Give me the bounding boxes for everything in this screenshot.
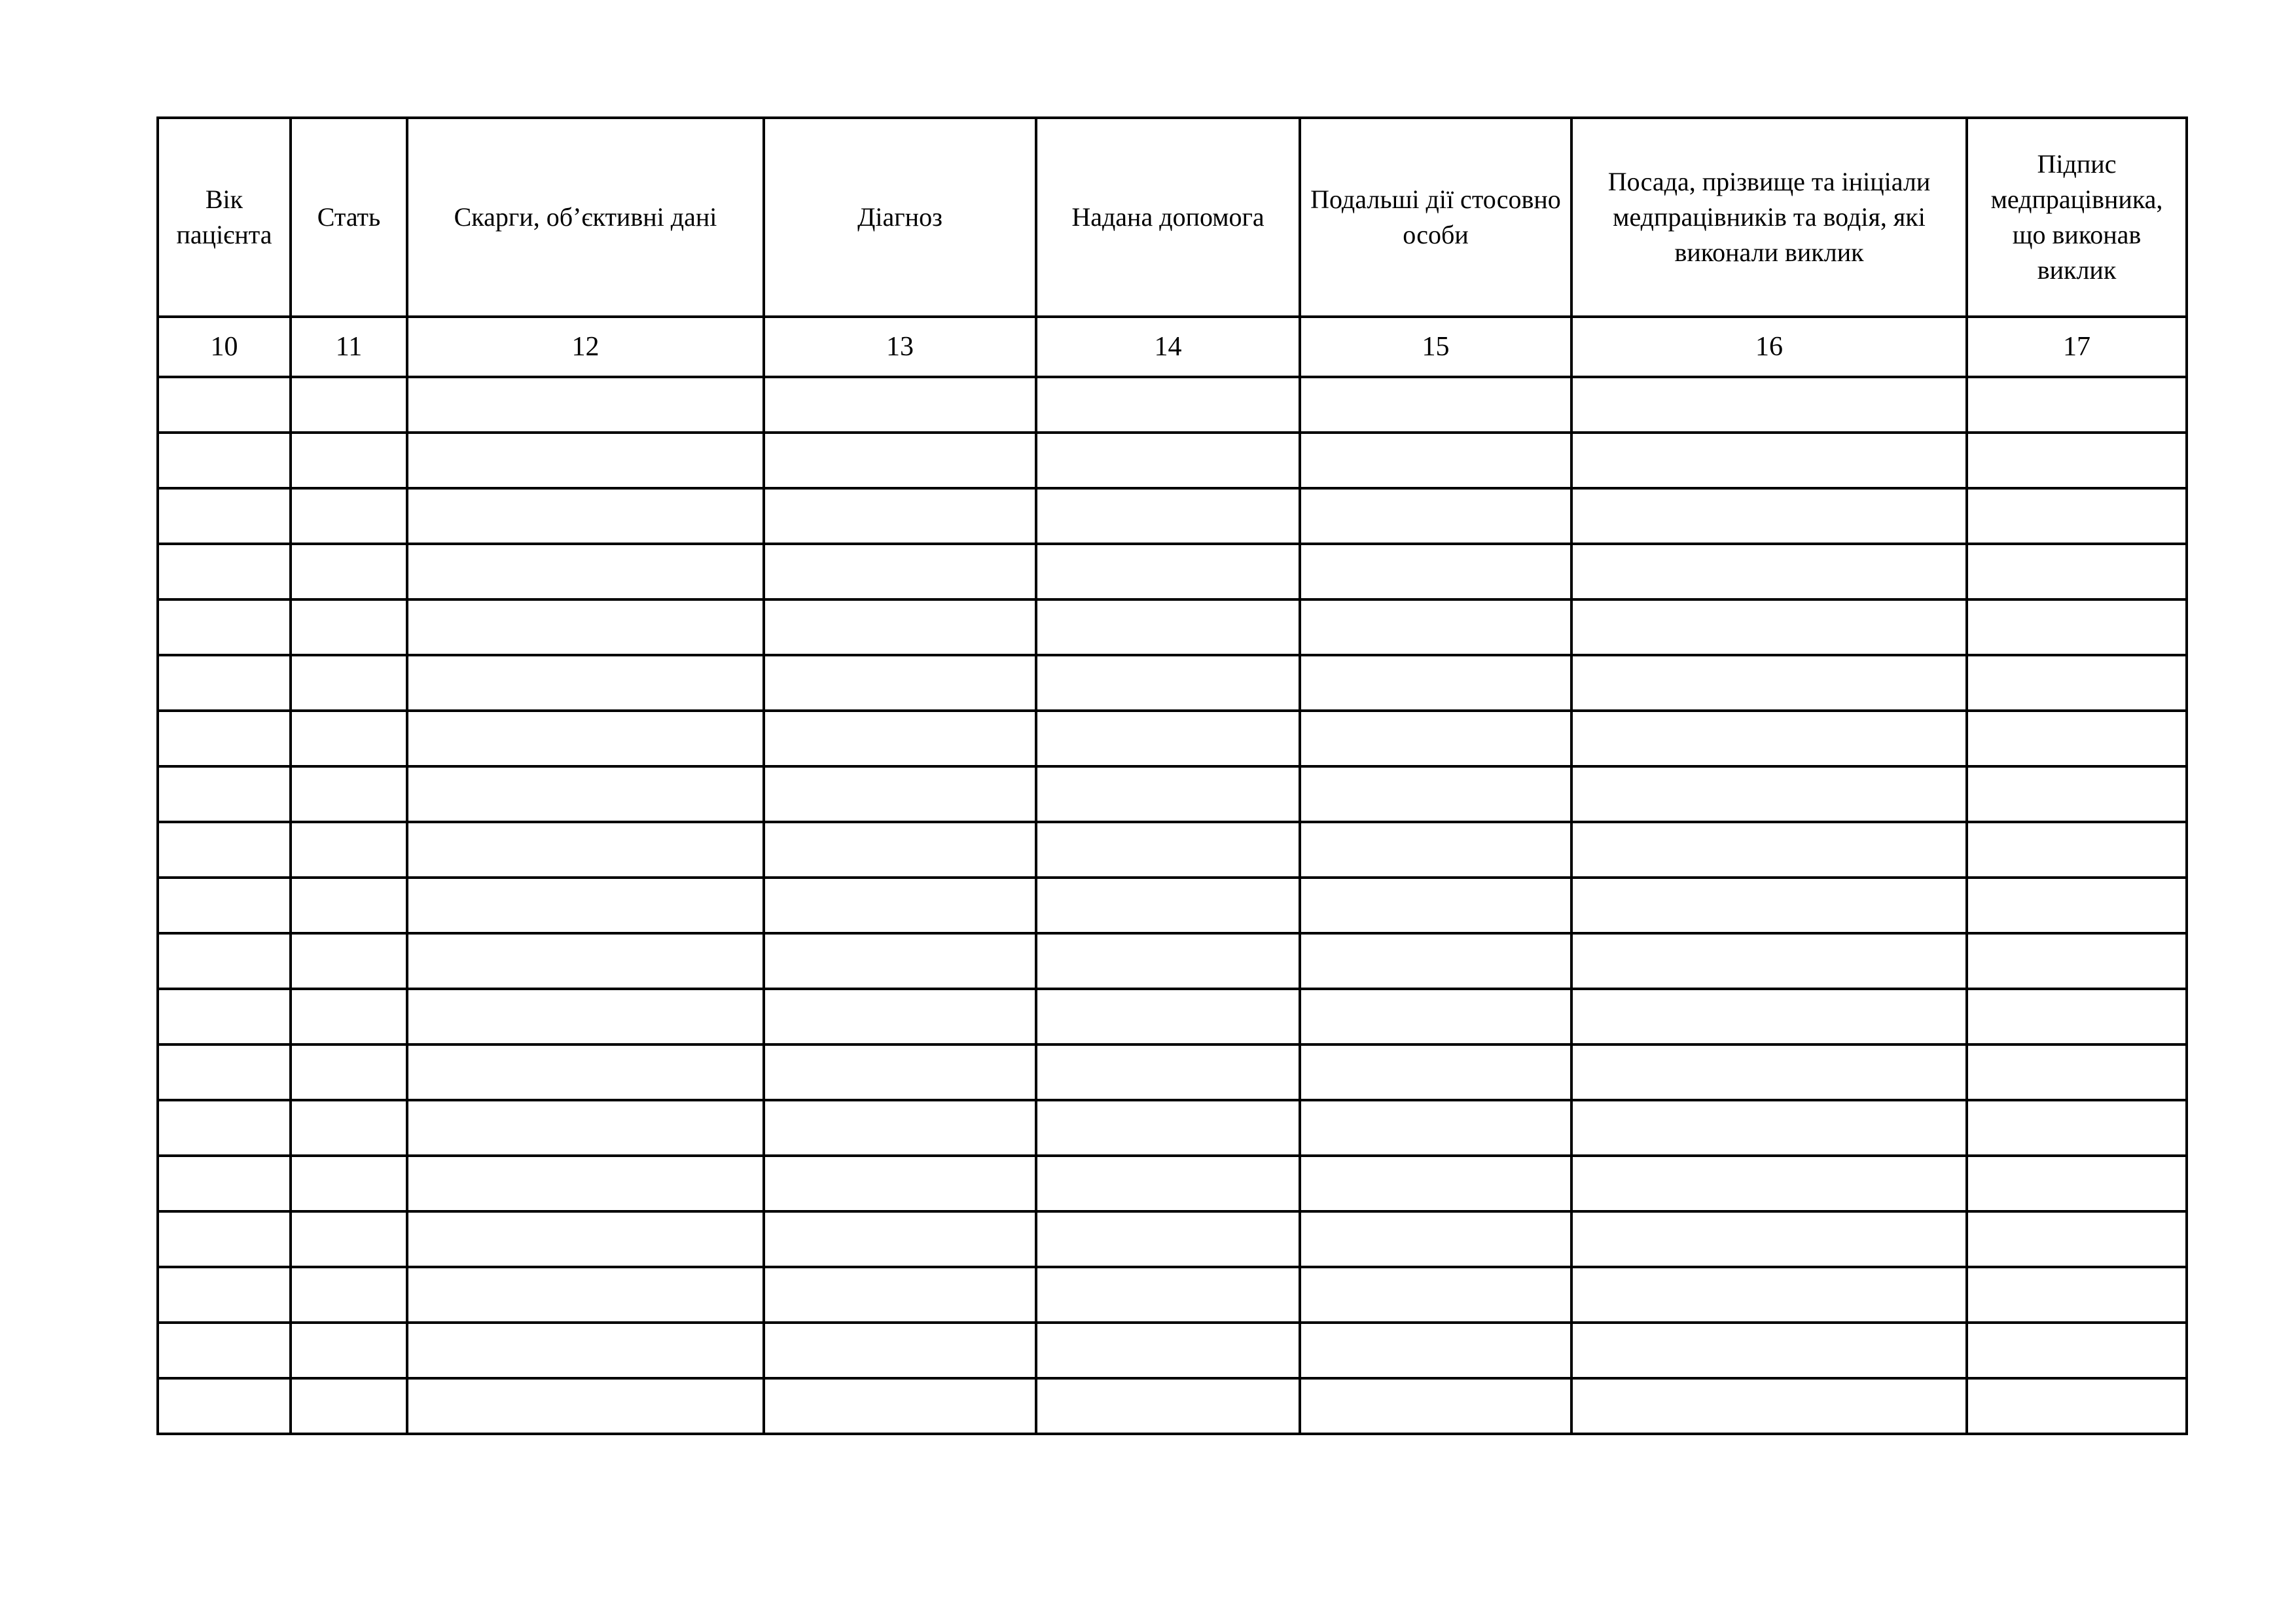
table-cell[interactable]	[291, 544, 407, 599]
table-cell[interactable]	[764, 1156, 1036, 1211]
table-cell[interactable]	[1571, 1044, 1967, 1100]
table-cell[interactable]	[158, 1323, 291, 1378]
table-cell[interactable]	[407, 377, 764, 433]
table-row	[158, 377, 2187, 433]
table-cell[interactable]	[1300, 711, 1571, 766]
column-number-row	[158, 317, 2187, 377]
table-cell[interactable]	[407, 933, 764, 989]
table-cell[interactable]	[1036, 488, 1300, 544]
table-cell[interactable]	[1967, 655, 2187, 711]
header-diagnosis: Діагноз	[764, 118, 1036, 317]
table-cell[interactable]	[764, 822, 1036, 878]
table-cell[interactable]	[291, 1156, 407, 1211]
table-cell[interactable]	[1967, 1211, 2187, 1267]
table-cell[interactable]	[291, 1044, 407, 1100]
table-cell[interactable]	[1300, 433, 1571, 488]
header-sex: Стать	[291, 118, 407, 317]
column-number: 11	[291, 317, 407, 377]
table-cell[interactable]	[1300, 933, 1571, 989]
table-cell[interactable]	[407, 711, 764, 766]
header-staff-names: Посада, прізвище та ініціали медпрацівників та водія, які виконали виклик	[1571, 118, 1967, 317]
table-cell[interactable]	[764, 1323, 1036, 1378]
table-cell[interactable]	[291, 1267, 407, 1323]
table-cell[interactable]	[291, 878, 407, 933]
table-cell[interactable]	[1300, 1267, 1571, 1323]
table-cell[interactable]	[1571, 377, 1967, 433]
table-cell[interactable]	[764, 544, 1036, 599]
column-number: 14	[1036, 317, 1300, 377]
table-cell[interactable]	[1036, 599, 1300, 655]
table-cell[interactable]	[407, 878, 764, 933]
table-row	[158, 544, 2187, 599]
column-number: 15	[1300, 317, 1571, 377]
table-cell[interactable]	[407, 989, 764, 1044]
table-cell[interactable]	[1036, 766, 1300, 822]
table-row	[158, 989, 2187, 1044]
table-cell[interactable]	[291, 1323, 407, 1378]
table-cell[interactable]	[1300, 488, 1571, 544]
table-cell[interactable]	[1967, 989, 2187, 1044]
table-cell[interactable]	[1967, 933, 2187, 989]
table-cell[interactable]	[764, 488, 1036, 544]
table-cell[interactable]	[1967, 1100, 2187, 1156]
table-cell[interactable]	[407, 1267, 764, 1323]
table-cell[interactable]	[1036, 1156, 1300, 1211]
table-cell[interactable]	[1967, 878, 2187, 933]
table-cell[interactable]	[1036, 1044, 1300, 1100]
table-cell[interactable]	[1571, 1267, 1967, 1323]
table-cell[interactable]	[1967, 822, 2187, 878]
table-cell[interactable]	[407, 822, 764, 878]
table-cell[interactable]	[158, 766, 291, 822]
header-aid-provided: Надана допомога	[1036, 118, 1300, 317]
table-row	[158, 1100, 2187, 1156]
table-cell[interactable]	[407, 1323, 764, 1378]
table-cell[interactable]	[158, 1044, 291, 1100]
table-row	[158, 1211, 2187, 1267]
table-cell[interactable]	[1300, 1211, 1571, 1267]
table-cell[interactable]	[407, 544, 764, 599]
table-cell[interactable]	[158, 1378, 291, 1434]
table-cell[interactable]	[1571, 766, 1967, 822]
table-row	[158, 878, 2187, 933]
table-cell[interactable]	[407, 1100, 764, 1156]
table-cell[interactable]	[291, 655, 407, 711]
table-cell[interactable]	[291, 488, 407, 544]
table-row	[158, 433, 2187, 488]
table-cell[interactable]	[1300, 1156, 1571, 1211]
table-cell[interactable]	[1036, 1211, 1300, 1267]
table-cell[interactable]	[764, 711, 1036, 766]
table-cell[interactable]	[158, 544, 291, 599]
column-number: 10	[158, 317, 291, 377]
table-cell[interactable]	[291, 933, 407, 989]
table-cell[interactable]	[1571, 544, 1967, 599]
table-cell[interactable]	[1300, 989, 1571, 1044]
table-cell[interactable]	[1967, 433, 2187, 488]
table-cell[interactable]	[1967, 599, 2187, 655]
table-cell[interactable]	[291, 1100, 407, 1156]
header-further-actions: Подальші дії стосовно особи	[1300, 118, 1571, 317]
table-cell[interactable]	[1571, 433, 1967, 488]
table-row	[158, 1044, 2187, 1100]
table-cell[interactable]	[291, 711, 407, 766]
table-row	[158, 655, 2187, 711]
table-cell[interactable]	[1571, 1211, 1967, 1267]
table-cell[interactable]	[764, 1044, 1036, 1100]
table-cell[interactable]	[1036, 989, 1300, 1044]
table-cell[interactable]	[1036, 933, 1300, 989]
table-cell[interactable]	[1967, 1156, 2187, 1211]
column-header-row	[158, 118, 2187, 317]
table-cell[interactable]	[158, 989, 291, 1044]
table-cell[interactable]	[764, 1100, 1036, 1156]
table-cell[interactable]	[764, 1211, 1036, 1267]
table-cell[interactable]	[764, 377, 1036, 433]
table-cell[interactable]	[158, 1100, 291, 1156]
table-cell[interactable]	[158, 1267, 291, 1323]
table-cell[interactable]	[158, 433, 291, 488]
table-cell[interactable]	[158, 711, 291, 766]
table-cell[interactable]	[1036, 1378, 1300, 1434]
table-cell[interactable]	[158, 599, 291, 655]
table-cell[interactable]	[1036, 377, 1300, 433]
table-cell[interactable]	[1036, 544, 1300, 599]
journal-table	[156, 116, 2188, 1435]
table-cell[interactable]	[1571, 655, 1967, 711]
table-cell[interactable]	[407, 1156, 764, 1211]
table-cell[interactable]	[1300, 544, 1571, 599]
table-cell[interactable]	[407, 1211, 764, 1267]
table-cell[interactable]	[1967, 1323, 2187, 1378]
table-cell[interactable]	[407, 1044, 764, 1100]
table-cell[interactable]	[1300, 1044, 1571, 1100]
table-row	[158, 1323, 2187, 1378]
table-cell[interactable]	[1036, 711, 1300, 766]
table-cell[interactable]	[1571, 878, 1967, 933]
column-number: 17	[1967, 317, 2187, 377]
table-cell[interactable]	[764, 878, 1036, 933]
table-cell[interactable]	[764, 989, 1036, 1044]
table-cell[interactable]	[1300, 377, 1571, 433]
table-cell[interactable]	[158, 1156, 291, 1211]
table-cell[interactable]	[1036, 655, 1300, 711]
table-cell[interactable]	[407, 1378, 764, 1434]
table-cell[interactable]	[764, 1378, 1036, 1434]
table-cell[interactable]	[1967, 544, 2187, 599]
table-cell[interactable]	[1571, 711, 1967, 766]
table-cell[interactable]	[1300, 822, 1571, 878]
table-cell[interactable]	[291, 989, 407, 1044]
table-cell[interactable]	[1571, 1100, 1967, 1156]
table-cell[interactable]	[1036, 433, 1300, 488]
table-cell[interactable]	[1967, 1044, 2187, 1100]
table-cell[interactable]	[1300, 655, 1571, 711]
header-complaints: Скарги, об’єктивні дані	[407, 118, 764, 317]
table-cell[interactable]	[1967, 766, 2187, 822]
table-cell[interactable]	[1571, 1323, 1967, 1378]
header-patient-age: Вік пацієнта	[158, 118, 291, 317]
table-row	[158, 599, 2187, 655]
table-cell[interactable]	[291, 766, 407, 822]
table-body	[158, 377, 2187, 1434]
table-cell[interactable]	[158, 1211, 291, 1267]
table-row	[158, 766, 2187, 822]
table-cell[interactable]	[407, 433, 764, 488]
table-cell[interactable]	[1967, 377, 2187, 433]
table-cell[interactable]	[407, 766, 764, 822]
table-cell[interactable]	[1300, 1323, 1571, 1378]
table-cell[interactable]	[1967, 1378, 2187, 1434]
column-number: 16	[1571, 317, 1967, 377]
header-signature: Підпис медпрацівника, що виконав виклик	[1967, 118, 2187, 317]
table-row	[158, 933, 2187, 989]
table-cell[interactable]	[158, 377, 291, 433]
table-cell[interactable]	[407, 655, 764, 711]
table-cell[interactable]	[1036, 1267, 1300, 1323]
table-cell[interactable]	[1571, 488, 1967, 544]
table-cell[interactable]	[764, 433, 1036, 488]
table-cell[interactable]	[1300, 1378, 1571, 1434]
table-cell[interactable]	[1967, 1267, 2187, 1323]
table-cell[interactable]	[158, 878, 291, 933]
table-cell[interactable]	[158, 655, 291, 711]
table-cell[interactable]	[1036, 1323, 1300, 1378]
table-cell[interactable]	[1036, 822, 1300, 878]
table-cell[interactable]	[291, 433, 407, 488]
table-cell[interactable]	[764, 1267, 1036, 1323]
table-cell[interactable]	[291, 822, 407, 878]
table-cell[interactable]	[291, 599, 407, 655]
table-cell[interactable]	[1571, 989, 1967, 1044]
column-number: 13	[764, 317, 1036, 377]
table-cell[interactable]	[1967, 488, 2187, 544]
table-cell[interactable]	[291, 1211, 407, 1267]
table-row	[158, 488, 2187, 544]
table-cell[interactable]	[1300, 878, 1571, 933]
table-cell[interactable]	[407, 488, 764, 544]
table-row	[158, 1378, 2187, 1434]
table-cell[interactable]	[1571, 599, 1967, 655]
table-cell[interactable]	[1036, 1100, 1300, 1156]
table-cell[interactable]	[407, 599, 764, 655]
table-cell[interactable]	[1571, 1378, 1967, 1434]
table-cell[interactable]	[1300, 766, 1571, 822]
table-row	[158, 1156, 2187, 1211]
table-cell[interactable]	[1300, 599, 1571, 655]
table-row	[158, 1267, 2187, 1323]
table-cell[interactable]	[764, 655, 1036, 711]
table-cell[interactable]	[158, 933, 291, 989]
table-cell[interactable]	[1571, 933, 1967, 989]
table-cell[interactable]	[158, 488, 291, 544]
table-cell[interactable]	[291, 377, 407, 433]
table-row	[158, 822, 2187, 878]
table-cell[interactable]	[158, 822, 291, 878]
table-cell[interactable]	[764, 933, 1036, 989]
table-cell[interactable]	[1571, 822, 1967, 878]
column-number: 12	[407, 317, 764, 377]
table-cell[interactable]	[291, 1378, 407, 1434]
table-cell[interactable]	[1300, 1100, 1571, 1156]
table-cell[interactable]	[1967, 711, 2187, 766]
table-row	[158, 711, 2187, 766]
table-cell[interactable]	[764, 599, 1036, 655]
table-cell[interactable]	[1036, 878, 1300, 933]
table-cell[interactable]	[764, 766, 1036, 822]
table-cell[interactable]	[1571, 1156, 1967, 1211]
